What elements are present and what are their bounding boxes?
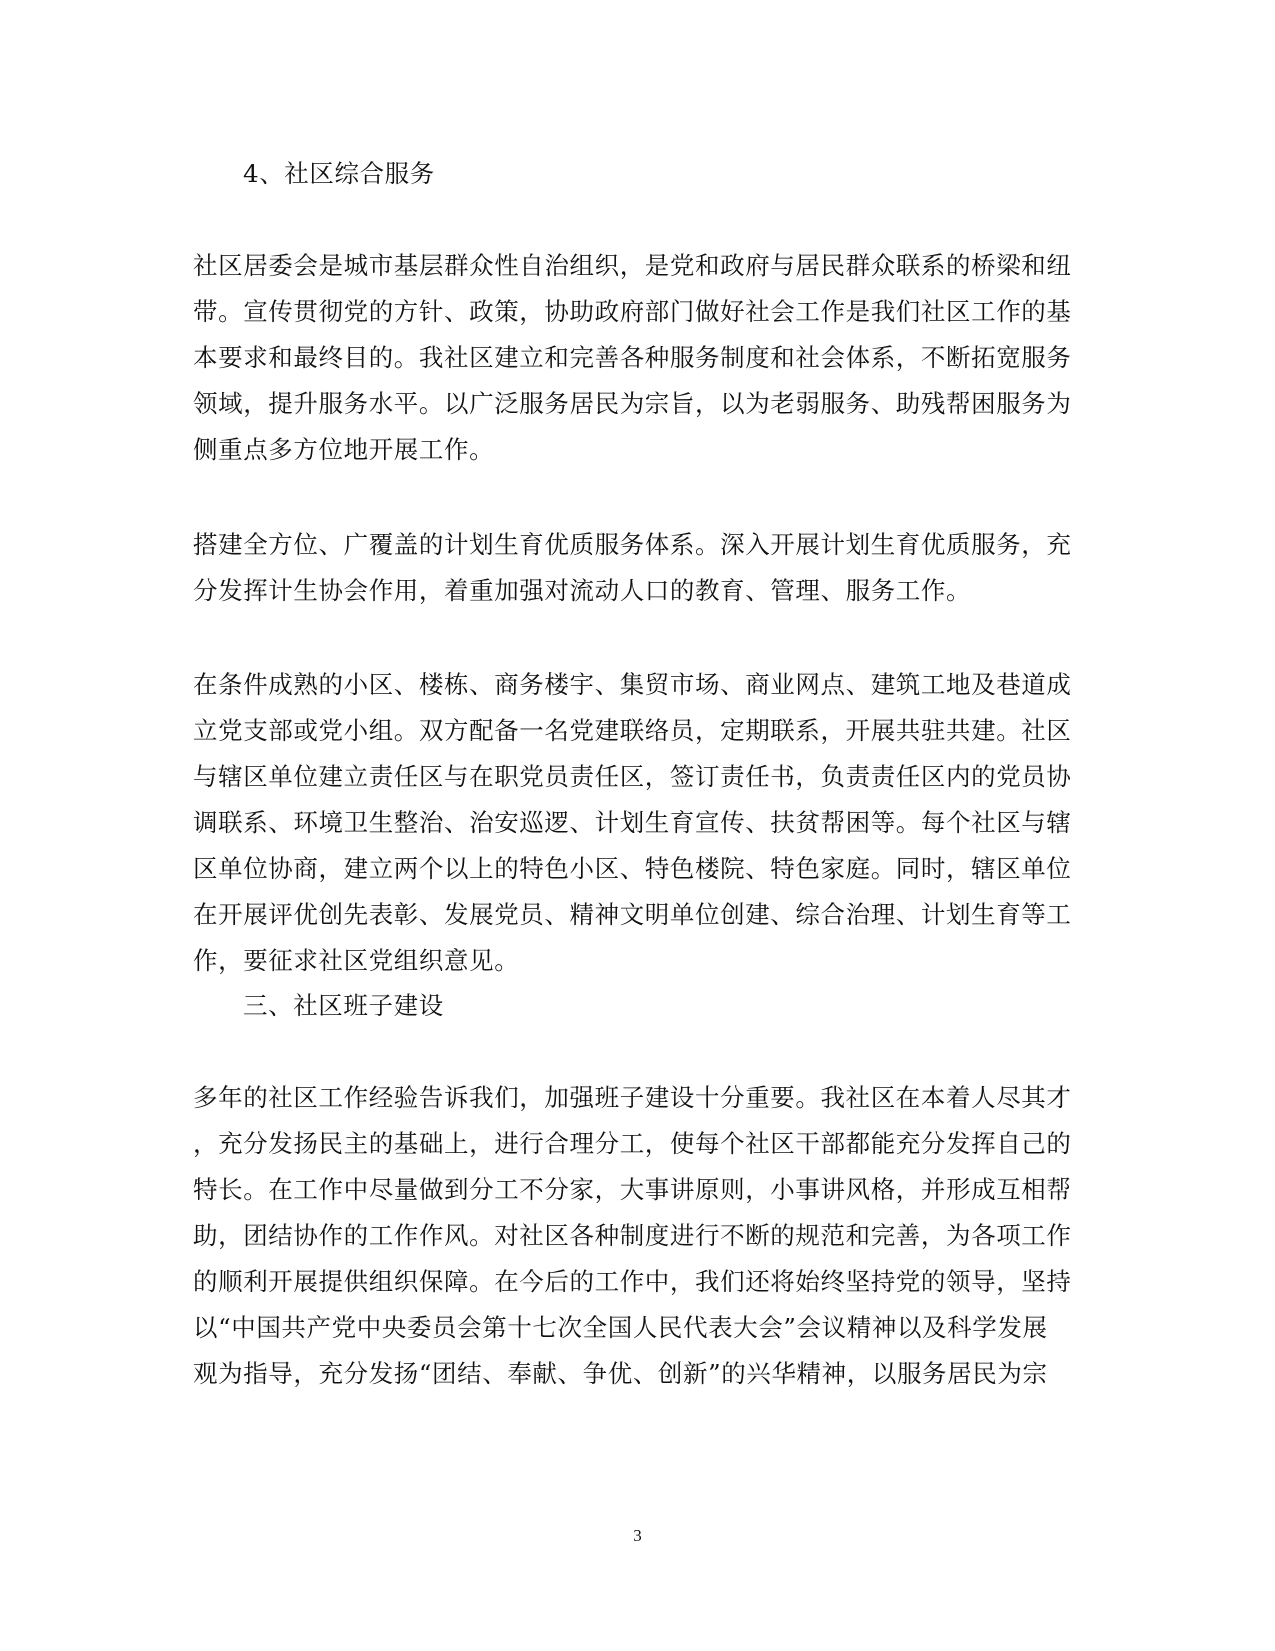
paragraph-line: 立党支部或党小组。双方配备一名党建联络员，定期联系，开展共驻共建。社区 bbox=[193, 716, 1072, 745]
paragraph-line: 观为指导，充分发扬“团结、奉献、争优、创新”的兴华精神，以服务居民为宗 bbox=[193, 1359, 1048, 1388]
paragraph-line: 作，要征求社区党组织意见。 bbox=[193, 946, 520, 975]
paragraph-line: 调联系、环境卫生整治、治安巡逻、计划生育宣传、扶贫帮困等。每个社区与辖 bbox=[193, 808, 1072, 837]
paragraph-line: 特长。在工作中尽量做到分工不分家，大事讲原则，小事讲风格，并形成互相帮 bbox=[193, 1175, 1072, 1204]
paragraph-line: 以“中国共产党中央委员会第十七次全国人民代表大会”会议精神以及科学发展 bbox=[193, 1313, 1048, 1342]
paragraph-line: 区单位协商，建立两个以上的特色小区、特色楼院、特色家庭。同时，辖区单位 bbox=[193, 854, 1072, 883]
paragraph-line: 助，团结协作的工作作风。对社区各种制度进行不断的规范和完善，为各项工作 bbox=[193, 1221, 1072, 1250]
paragraph-line: 分发挥计生协会作用，着重加强对流动人口的教育、管理、服务工作。 bbox=[193, 576, 972, 605]
paragraph-line: 在开展评优创先表彰、发展党员、精神文明单位创建、综合治理、计划生育等工 bbox=[193, 900, 1072, 929]
paragraph-line: ，充分发扬民主的基础上，进行合理分工，使每个社区干部都能充分发挥自己的 bbox=[193, 1129, 1072, 1158]
paragraph-line: 与辖区单位建立责任区与在职党员责任区，签订责任书，负责责任区内的党员协 bbox=[193, 762, 1072, 791]
paragraph-line: 本要求和最终目的。我社区建立和完善各种服务制度和社会体系，不断拓宽服务 bbox=[193, 343, 1072, 372]
paragraph-line: 多年的社区工作经验告诉我们，加强班子建设十分重要。我社区在本着人尽其才 bbox=[193, 1083, 1072, 1112]
paragraph-line: 搭建全方位、广覆盖的计划生育优质服务体系。深入开展计划生育优质服务，充 bbox=[193, 530, 1072, 559]
section-heading-3: 三、社区班子建设 bbox=[243, 991, 444, 1020]
paragraph-line: 领域，提升服务水平。以广泛服务居民为宗旨，以为老弱服务、助残帮困服务为 bbox=[193, 389, 1072, 418]
paragraph-line: 带。宣传贯彻党的方针、政策，协助政府部门做好社会工作是我们社区工作的基 bbox=[193, 297, 1072, 326]
paragraph-line: 侧重点多方位地开展工作。 bbox=[193, 435, 495, 464]
paragraph-line: 在条件成熟的小区、楼栋、商务楼宇、集贸市场、商业网点、建筑工地及巷道成 bbox=[193, 670, 1072, 699]
section-heading-4: 4、社区综合服务 bbox=[243, 159, 435, 188]
paragraph-line: 的顺利开展提供组织保障。在今后的工作中，我们还将始终坚持党的领导，坚持 bbox=[193, 1267, 1072, 1296]
page-number: 3 bbox=[633, 1526, 642, 1545]
paragraph-line: 社区居委会是城市基层群众性自治组织，是党和政府与居民群众联系的桥梁和纽 bbox=[193, 251, 1072, 280]
